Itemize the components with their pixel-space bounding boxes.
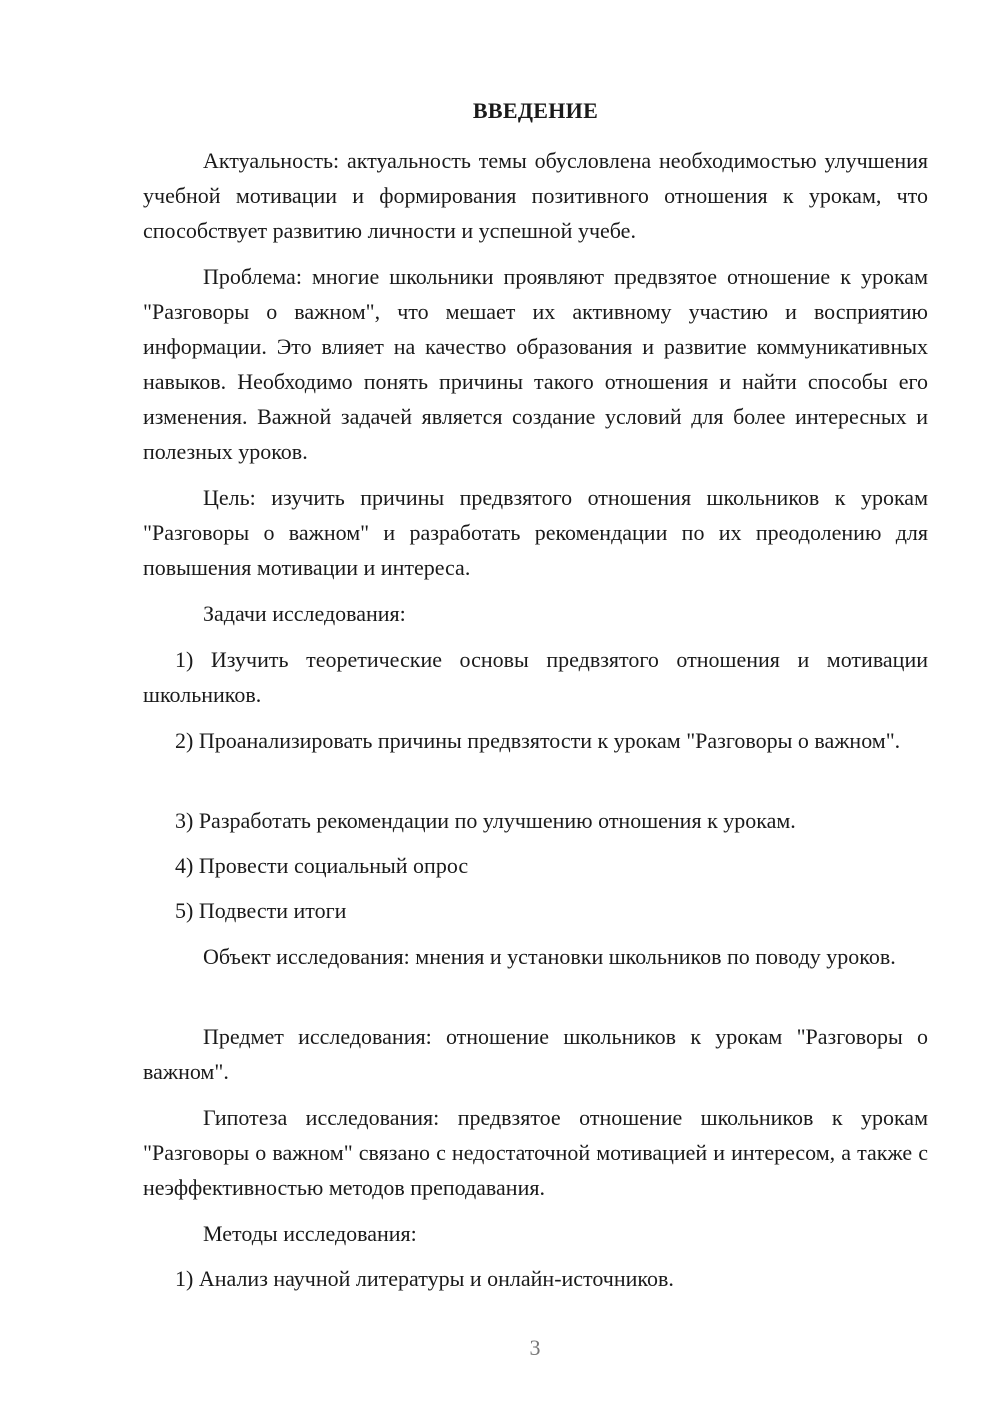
section-heading: ВВЕДЕНИЕ bbox=[472, 98, 599, 123]
paragraph-hypothesis: Гипотеза исследования: предвзятое отношение школьников к урокам "Разговоры о важном" связано с недостаточной мотивацией и интересом, а также с неэффективностью методов преподавания. bbox=[143, 1105, 928, 1200]
task-item-3: 3) Разработать рекомендации по улучшению отношения к урокам. bbox=[175, 808, 796, 833]
task-item-1: 1) Изучить теоретические основы предвзятого отношения и мотивации школьников. bbox=[143, 647, 928, 707]
method-item-1: 1) Анализ научной литературы и онлайн-источников. bbox=[175, 1266, 674, 1291]
paragraph-object: Объект исследования: мнения и установки школьников по поводу уроков. bbox=[203, 944, 896, 969]
paragraph-subject: Предмет исследования: отношение школьников к урокам "Разговоры о важном". bbox=[143, 1024, 928, 1084]
paragraph-goal: Цель: изучить причины предвзятого отношения школьников к урокам "Разговоры о важном" и разработать рекомендации по их преодолению для повышения мотивации и интереса. bbox=[143, 485, 928, 580]
task-item-4: 4) Провести социальный опрос bbox=[175, 853, 469, 878]
task-item-2: 2) Проанализировать причины предвзятости к урокам "Разговоры о важном". bbox=[175, 728, 901, 753]
paragraph-relevance: Актуальность: актуальность темы обусловлена необходимостью улучшения учебной мотивации и формирования позитивного отношения к урокам, что способствует развитию личности и успешной учебе. bbox=[143, 148, 928, 243]
tasks-heading: Задачи исследования: bbox=[203, 601, 406, 626]
page-number: 3 bbox=[529, 1335, 541, 1360]
methods-heading: Методы исследования: bbox=[203, 1221, 417, 1246]
task-item-5: 5) Подвести итоги bbox=[175, 898, 347, 923]
paragraph-problem: Проблема: многие школьники проявляют предвзятое отношение к урокам "Разговоры о важном", что мешает их активному участию и восприятию информации. Это влияет на качество образования и развитие коммуникативных навыков. Необходимо понять причины такого отношения и найти способы его изменения. Важной задачей является создание условий для более интересных и полезных уроков. bbox=[143, 264, 928, 464]
